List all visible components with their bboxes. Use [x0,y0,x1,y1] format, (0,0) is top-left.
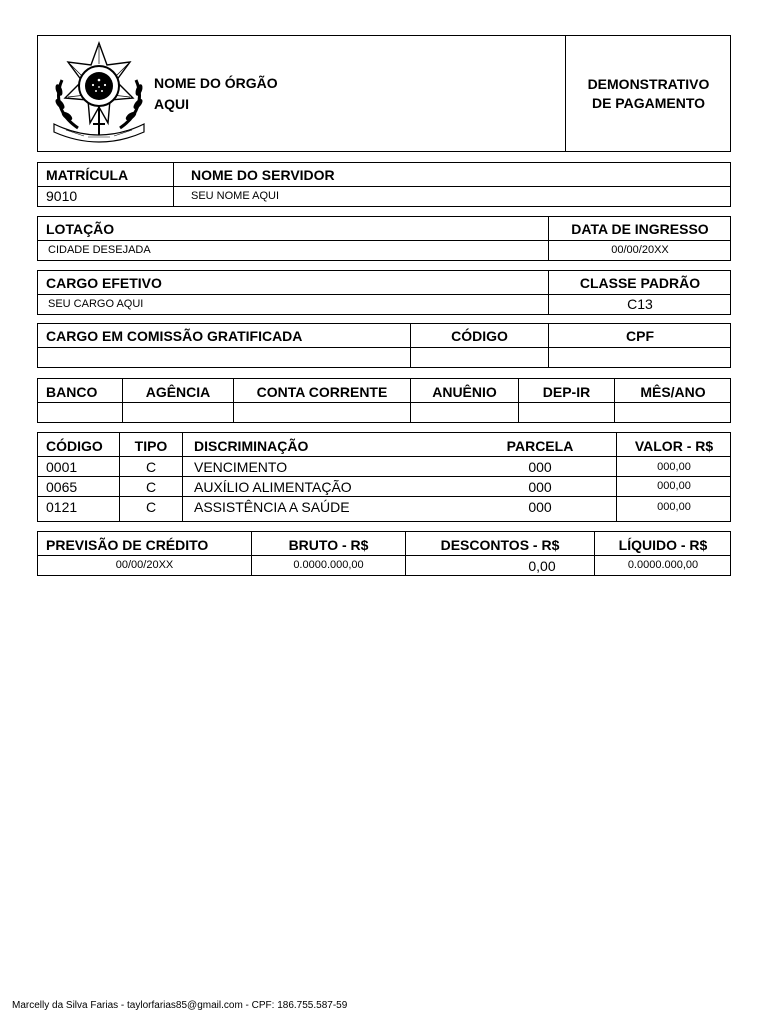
comissao-row-divider [37,347,731,348]
items-row-divider-2 [37,496,731,497]
comissao-codigo-label: CÓDIGO [451,328,508,344]
item-tipo: C [145,499,157,515]
comissao-label: CARGO EM COMISSÃO GRATIFICADA [46,328,303,344]
nome-servidor-value: SEU NOME AQUI [191,190,280,202]
bank-row-divider [37,402,731,403]
anuenio-label: ANUÊNIO [432,384,497,400]
item-codigo: 0065 [46,479,78,495]
cargo-efetivo-label: CARGO EFETIVO [46,275,162,291]
previsao-credito-value: 00/00/20XX [115,559,174,571]
doc-title-line2: DE PAGAMENTO [591,95,706,111]
cargo-efetivo-value: SEU CARGO AQUI [48,298,144,310]
liquido-value: 0.0000.000,00 [627,559,699,571]
item-discriminacao: AUXÍLIO ALIMENTAÇÃO [194,479,352,495]
agencia-label: AGÊNCIA [145,384,211,400]
items-valor-header: VALOR - R$ [634,438,714,454]
data-ingresso-value: 00/00/20XX [611,244,669,256]
bruto-label: BRUTO - R$ [288,537,369,553]
org-name-line2: AQUI [154,96,189,112]
item-tipo: C [145,459,157,475]
item-discriminacao: ASSISTÊNCIA A SAÚDE [194,499,350,515]
mes-ano-label: MÊS/ANO [640,384,706,400]
classe-padrao-label: CLASSE PADRÃO [579,275,701,291]
item-parcela: 000 [528,459,552,475]
item-valor: 000,00 [657,501,691,513]
lotacao-label: LOTAÇÃO [46,221,115,237]
items-codigo-header: CÓDIGO [46,438,103,454]
servidor-row-divider [37,186,731,187]
item-parcela: 000 [528,499,552,515]
items-tipo-header: TIPO [134,438,168,454]
header-divider [565,35,566,152]
items-parcela-header: PARCELA [506,438,574,454]
item-codigo: 0121 [46,499,78,515]
item-discriminacao: VENCIMENTO [194,459,288,475]
classe-padrao-value: C13 [627,296,653,312]
comissao-cpf-label: CPF [626,328,654,344]
data-ingresso-label: DATA DE INGRESSO [571,221,709,237]
items-row-divider-1 [37,476,731,477]
nome-servidor-label: NOME DO SERVIDOR [191,167,335,183]
item-valor: 000,00 [657,480,691,492]
cargo-row-divider [37,294,731,295]
item-valor: 000,00 [657,461,691,473]
descontos-value: 0,00 [528,558,556,574]
brazil-coat-of-arms-icon [44,40,154,144]
org-name-line1: NOME DO ÓRGÃO [154,75,278,91]
previsao-credito-label: PREVISÃO DE CRÉDITO [46,537,209,553]
item-tipo: C [145,479,157,495]
bruto-value: 0.0000.000,00 [293,559,364,571]
lotacao-value: CIDADE DESEJADA [48,244,151,256]
matricula-label: MATRÍCULA [46,167,129,183]
banco-label: BANCO [46,384,98,400]
matricula-value: 9010 [46,188,78,204]
items-col-divider-2 [182,432,183,522]
footer-credit: Marcelly da Silva Farias - taylorfarias85@gmail.com - CPF: 186.755.587-59 [12,1000,348,1011]
items-header-divider [37,456,731,457]
doc-title-line1: DEMONSTRATIVO [587,76,710,92]
lotacao-row-divider [37,240,731,241]
item-parcela: 000 [528,479,552,495]
descontos-label: DESCONTOS - R$ [440,537,560,553]
items-discriminacao-header: DISCRIMINAÇÃO [194,438,309,454]
conta-corrente-label: CONTA CORRENTE [256,384,388,400]
servidor-box [37,162,731,207]
coat-of-arms-emblem [44,40,154,144]
totals-row-divider [37,555,731,556]
servidor-col-divider [173,162,174,207]
dep-ir-label: DEP-IR [542,384,591,400]
liquido-label: LÍQUIDO - R$ [618,537,708,553]
item-codigo: 0001 [46,459,78,475]
